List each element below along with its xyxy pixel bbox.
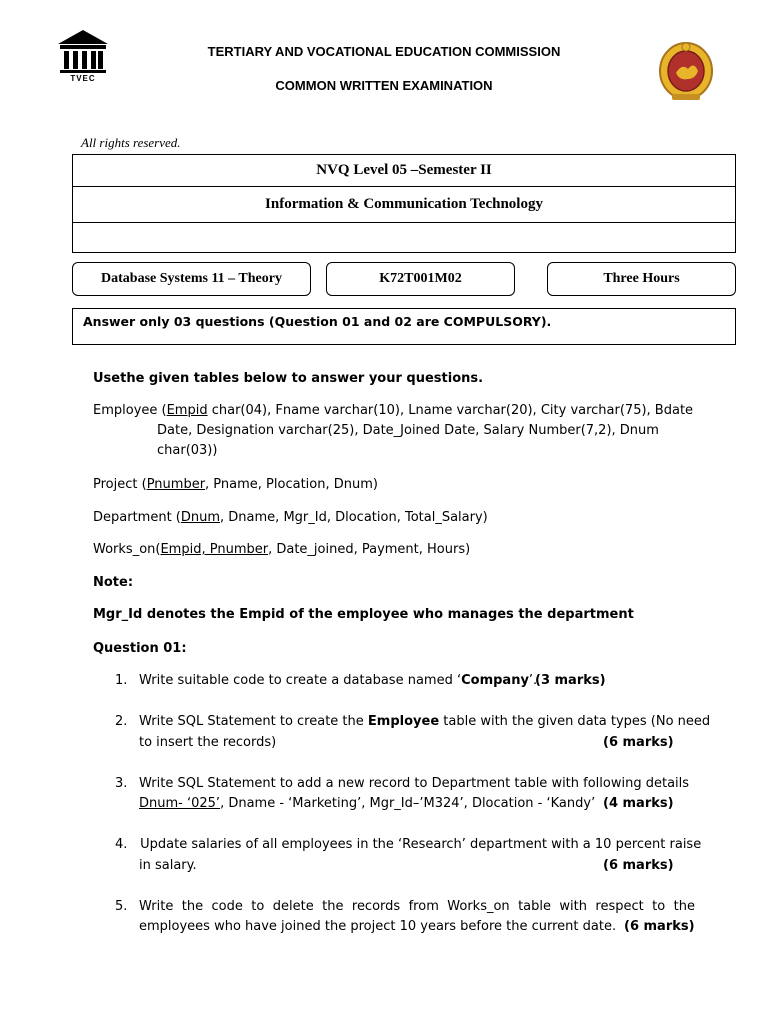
question-number: 4. <box>115 837 128 852</box>
works-on-fields: , Date_joined, Payment, Hours) <box>268 542 471 557</box>
project-prefix: Project ( <box>93 477 147 492</box>
level-title: NVQ Level 05 –Semester II <box>73 155 735 187</box>
department-fields: , Dname, Mgr_Id, Dlocation, Total_Salary) <box>220 510 488 525</box>
works-on-prefix: Works_on( <box>93 542 161 557</box>
question-marks: (3 marks) <box>535 673 606 688</box>
module-code-box: K72T001M02 <box>326 262 515 296</box>
question-text-end: table with the given data types (No need <box>439 714 711 729</box>
question-item <box>0 712 768 752</box>
module-box: Database Systems 11 – Theory <box>72 262 311 296</box>
question-underlined: Dnum- ‘025’ <box>139 796 221 811</box>
note-label: Note: <box>93 575 134 590</box>
question-text: Write SQL Statement to add a new record to Department table with following details <box>139 776 690 791</box>
employee-table-def <box>93 401 693 461</box>
instruction-box: Answer only 03 questions (Question 01 and 02 are COMPULSORY). <box>72 308 736 345</box>
title-box <box>72 154 736 253</box>
duration-box: Three Hours <box>547 262 736 296</box>
question-text: Write suitable code to create a database named ‘ <box>139 673 462 688</box>
project-key: Pnumber <box>146 477 206 492</box>
question-text-line2: to insert the records) <box>139 735 277 750</box>
question-marks: (4 marks) <box>603 796 674 811</box>
question-marks: (6 marks) <box>603 735 674 750</box>
question-item <box>0 897 768 937</box>
question-number: 1. <box>115 673 128 688</box>
question-text: Write the code to delete the records from Works_on table with respect to the <box>139 899 695 914</box>
question-text-line2: in salary. <box>139 858 197 873</box>
project-table-def <box>93 475 378 495</box>
question-text-line2: , Dname - ‘Marketing’, Mgr_Id–’M324’, Dlocation - ‘Kandy’ <box>220 796 596 811</box>
works-on-table-def <box>93 540 470 560</box>
logo-text: TVEC <box>70 74 96 83</box>
note-text: Mgr_Id denotes the Empid of the employee who manages the department <box>93 607 634 622</box>
employee-key: Empid <box>166 403 208 418</box>
employee-prefix: Employee ( <box>93 403 167 418</box>
question-text-end: ’. <box>528 673 538 688</box>
question-marks: (6 marks) <box>603 858 674 873</box>
subject-title: Information & Communication Technology <box>73 187 735 223</box>
works-on-key: Empid, Pnumber <box>160 542 269 557</box>
rights-text: All rights reserved. <box>81 135 181 150</box>
question-bold: Employee <box>367 714 440 729</box>
question-text: Write SQL Statement to create the <box>139 714 368 729</box>
intro-text: Usethe given tables below to answer your questions. <box>93 371 484 386</box>
employee-fields-1: char(04), Fname varchar(10), Lname varchar(20), City varchar(75), Bdate <box>207 403 694 418</box>
question-text-line2: employees who have joined the project 10 years before the current date. <box>139 919 617 934</box>
question-number: 2. <box>115 714 128 729</box>
department-prefix: Department ( <box>93 510 181 525</box>
department-key: Dnum <box>180 510 221 525</box>
exam-title: COMMON WRITTEN EXAMINATION <box>275 78 493 93</box>
question-item <box>0 835 768 875</box>
question-text: Update salaries of all employees in the ‘Research’ department with a 10 percent raise <box>136 837 702 852</box>
employee-fields-3: char(03)) <box>157 443 218 458</box>
department-table-def <box>93 508 488 528</box>
employee-fields-2: Date, Designation varchar(25), Date_Joined Date, Salary Number(7,2), Dnum <box>157 423 659 438</box>
question-marks: (6 marks) <box>624 919 695 934</box>
question-bold: Company <box>461 673 529 688</box>
question-item <box>0 774 768 814</box>
question-number: 5. <box>115 899 128 914</box>
question-label: Question 01: <box>93 641 187 656</box>
blank-row <box>73 223 735 253</box>
project-fields: , Pname, Plocation, Dnum) <box>205 477 378 492</box>
question-number: 3. <box>115 776 128 791</box>
commission-title: TERTIARY AND VOCATIONAL EDUCATION COMMISSION <box>207 44 561 59</box>
